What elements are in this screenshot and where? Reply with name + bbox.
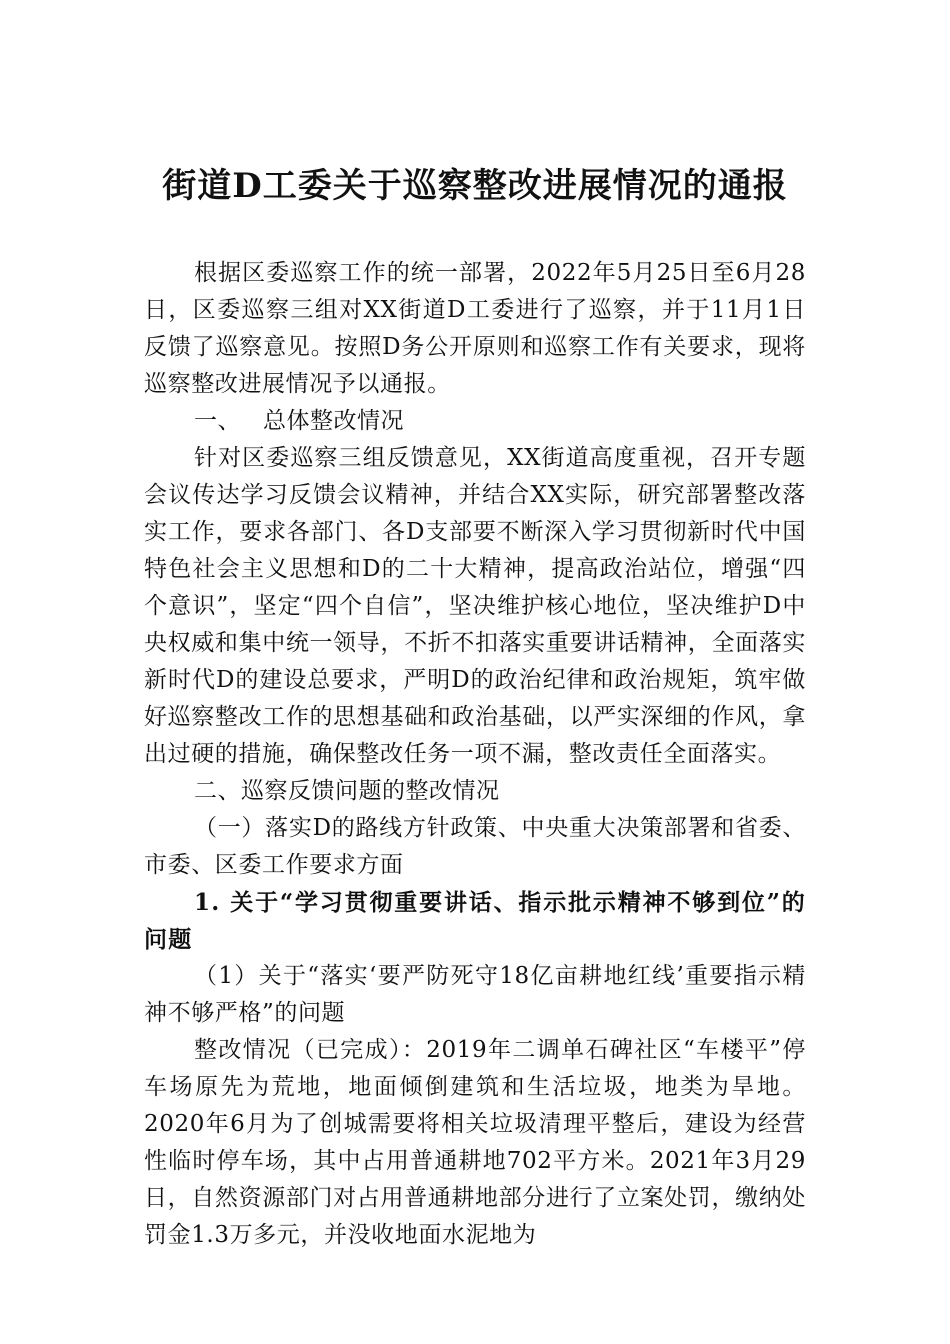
rectification-status-paragraph: 整改情况（已完成）：2019年二调单石碑社区“车楼平”停车场原先为荒地，地面倾倒建筑和生活垃圾，地类为旱地。2020年6月为了创城需要将相关垃圾清理平整后，建设为经营性临时停车场，其中占用普通耕地702平方米。2021年3月29日，自然资源部门对占用普通耕地部分进行了立案处罚，缴纳处罚金1.3万多元，并没收地面水泥地为 <box>144 1037 806 1248</box>
item-1-1-heading: （1）关于“落实‘要严防死守18亿亩耕地红线’重要指示精神不够严格”的问题 <box>144 963 806 1026</box>
section-1-paragraph: 针对区委巡察三组反馈意见，XX街道高度重视，召开专题会议传达学习反馈会议精神，并结合XX实际，研究部署整改落实工作，要求各部门、各D支部要不断深入学习贯彻新时代中国特色社会主义思想和D的二十大精神，提高政治站位，增强“四个意识”，坚定“四个自信”，坚决维护核心地位，坚决维护D中央权威和集中统一领导，不折不扣落实重要讲话精神，全面落实新时代D的建设总要求，严明D的政治纪律和政治规矩，筑牢做好巡察整改工作的思想基础和政治基础，以严实深细的作风，拿出过硬的措施，确保整改任务一项不漏，整改责任全面落实。 <box>144 445 806 767</box>
document-title: 街道D工委关于巡察整改进展情况的通报 <box>162 166 788 206</box>
section-1-number: 一、 <box>194 408 241 434</box>
subsection-1-heading: （一）落实D的路线方针政策、中央重大决策部署和省委、市委、区委工作要求方面 <box>144 815 806 878</box>
item-1-heading: 1. 关于“学习贯彻重要讲话、指示批示精神不够到位”的问题 <box>144 889 806 953</box>
section-1-title: 总体整改情况 <box>263 408 404 434</box>
section-1-heading <box>144 403 806 440</box>
intro-paragraph: 根据区委巡察工作的统一部署，2022年5月25日至6月28日，区委巡察三组对XX街道D工委进行了巡察，并于11月1日反馈了巡察意见。按照D务公开原则和巡察工作有关要求，现将巡察整改进展情况予以通报。 <box>144 260 806 397</box>
section-2-heading: 二、巡察反馈问题的整改情况 <box>194 778 500 804</box>
document-body <box>144 255 806 1254</box>
